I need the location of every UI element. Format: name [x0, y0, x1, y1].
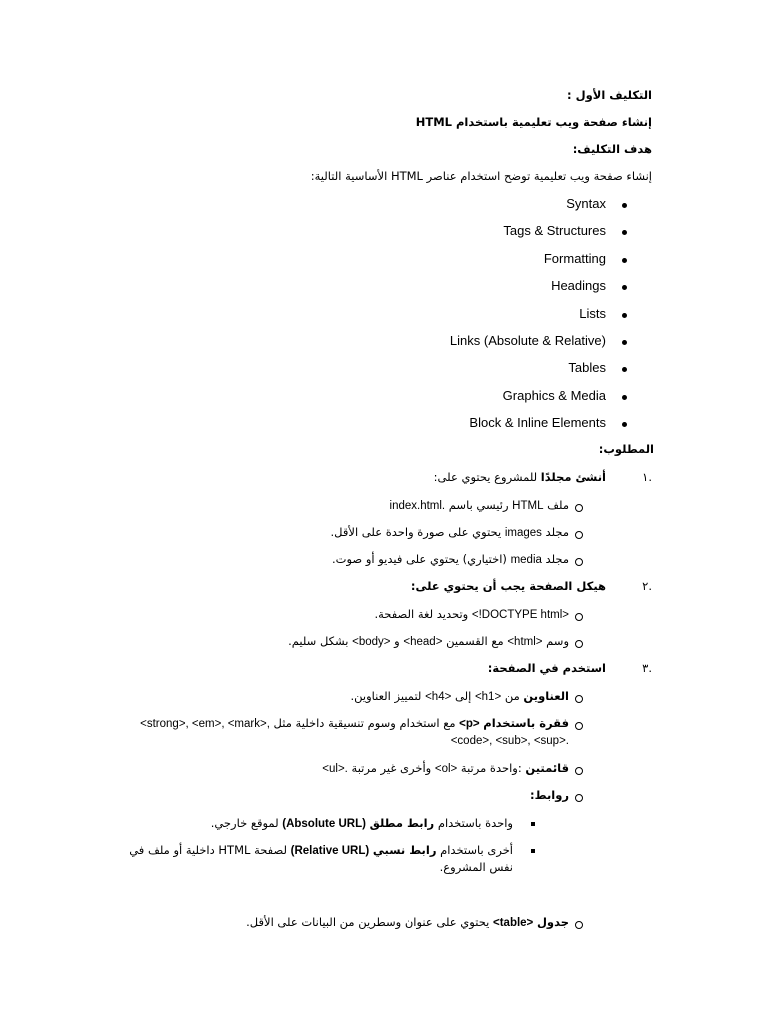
circle-bullet-icon: [575, 767, 583, 775]
bullet-icon: [622, 422, 627, 427]
circle-bullet-icon: [575, 558, 583, 566]
bullet-icon: [622, 367, 627, 372]
bullet-icon: [622, 340, 627, 345]
assignment-heading: التكليف الأول :: [567, 88, 652, 102]
bullet-icon: [622, 258, 627, 263]
goal-text: إنشاء صفحة ويب تعليمية توضح استخدام عناصر HTML الأساسية التالية:: [310, 169, 652, 183]
step1-item: ملف HTML رئيسي باسم index.html.: [389, 498, 569, 512]
topic-item: Lists: [579, 306, 606, 321]
step1-item: مجلد images يحتوي على صورة واحدة على الأقل.: [330, 525, 569, 539]
topic-item: Graphics & Media: [502, 388, 606, 403]
topic-item: Tables: [568, 360, 606, 375]
step3-paragraph-continued: <code>, <sub>, <sup>.: [450, 735, 569, 747]
step3-number: .٣: [642, 661, 652, 675]
topic-item: Headings: [551, 278, 606, 293]
step1-item: مجلد media (اختياري) يحتوي على فيديو أو صوت.: [331, 552, 569, 566]
topic-item: Tags & Structures: [503, 223, 606, 238]
circle-bullet-icon: [575, 722, 583, 730]
step1-title: أنشئ مجلدًا للمشروع يحتوي على:: [433, 470, 606, 484]
topic-item: Syntax: [566, 196, 606, 211]
bullet-icon: [622, 313, 627, 318]
step3-table: جدول <table> يحتوي على عنوان وسطرين من البيانات على الأقل.: [246, 915, 569, 929]
square-bullet-icon: [531, 822, 535, 826]
step1-number: .١: [642, 470, 652, 484]
step3-headings: العناوين من <h1> إلى <h4> لتمييز العناوين.: [350, 689, 569, 703]
square-bullet-icon: [531, 849, 535, 853]
step3-links-label: روابط:: [530, 788, 569, 802]
step3-lists: قائمتين :واحدة مرتبة <ol> وأخرى غير مرتبة <ul>.: [322, 761, 569, 775]
step3-paragraph: فقرة باستخدام <p> مع استخدام وسوم تنسيقية داخلية مثل <strong>, <em>, <mark>,: [140, 716, 569, 730]
bullet-icon: [622, 230, 627, 235]
circle-bullet-icon: [575, 531, 583, 539]
circle-bullet-icon: [575, 794, 583, 802]
required-label: المطلوب:: [598, 442, 654, 456]
step3-title: استخدم في الصفحة:: [487, 661, 606, 675]
assignment-title: إنشاء صفحة ويب تعليمية باستخدام HTML: [415, 115, 652, 129]
step2-item: وسم <html> مع القسمين <head> و <body> بشكل سليم.: [288, 634, 569, 648]
topic-item: Formatting: [543, 251, 606, 266]
circle-bullet-icon: [575, 921, 583, 929]
circle-bullet-icon: [575, 504, 583, 512]
circle-bullet-icon: [575, 640, 583, 648]
link-item: واحدة باستخدام رابط مطلق (Absolute URL) لموقع خارجي.: [210, 816, 513, 830]
topic-item: Links (Absolute & Relative): [449, 333, 606, 348]
step2-item: <!DOCTYPE html> وتحديد لغة الصفحة.: [374, 607, 569, 621]
circle-bullet-icon: [575, 695, 583, 703]
bullet-icon: [622, 395, 627, 400]
step2-title: هيكل الصفحة يجب أن يحتوي على:: [410, 579, 606, 593]
step2-number: .٢: [642, 579, 652, 593]
circle-bullet-icon: [575, 613, 583, 621]
goal-label: هدف التكليف:: [572, 142, 652, 156]
link-item: أخرى باستخدام رابط نسبي (Relative URL) لصفحة HTML داخلية أو ملف في نفس المشروع.: [129, 843, 513, 874]
bullet-icon: [622, 285, 627, 290]
topic-item: Block & Inline Elements: [469, 415, 606, 430]
bullet-icon: [622, 203, 627, 208]
